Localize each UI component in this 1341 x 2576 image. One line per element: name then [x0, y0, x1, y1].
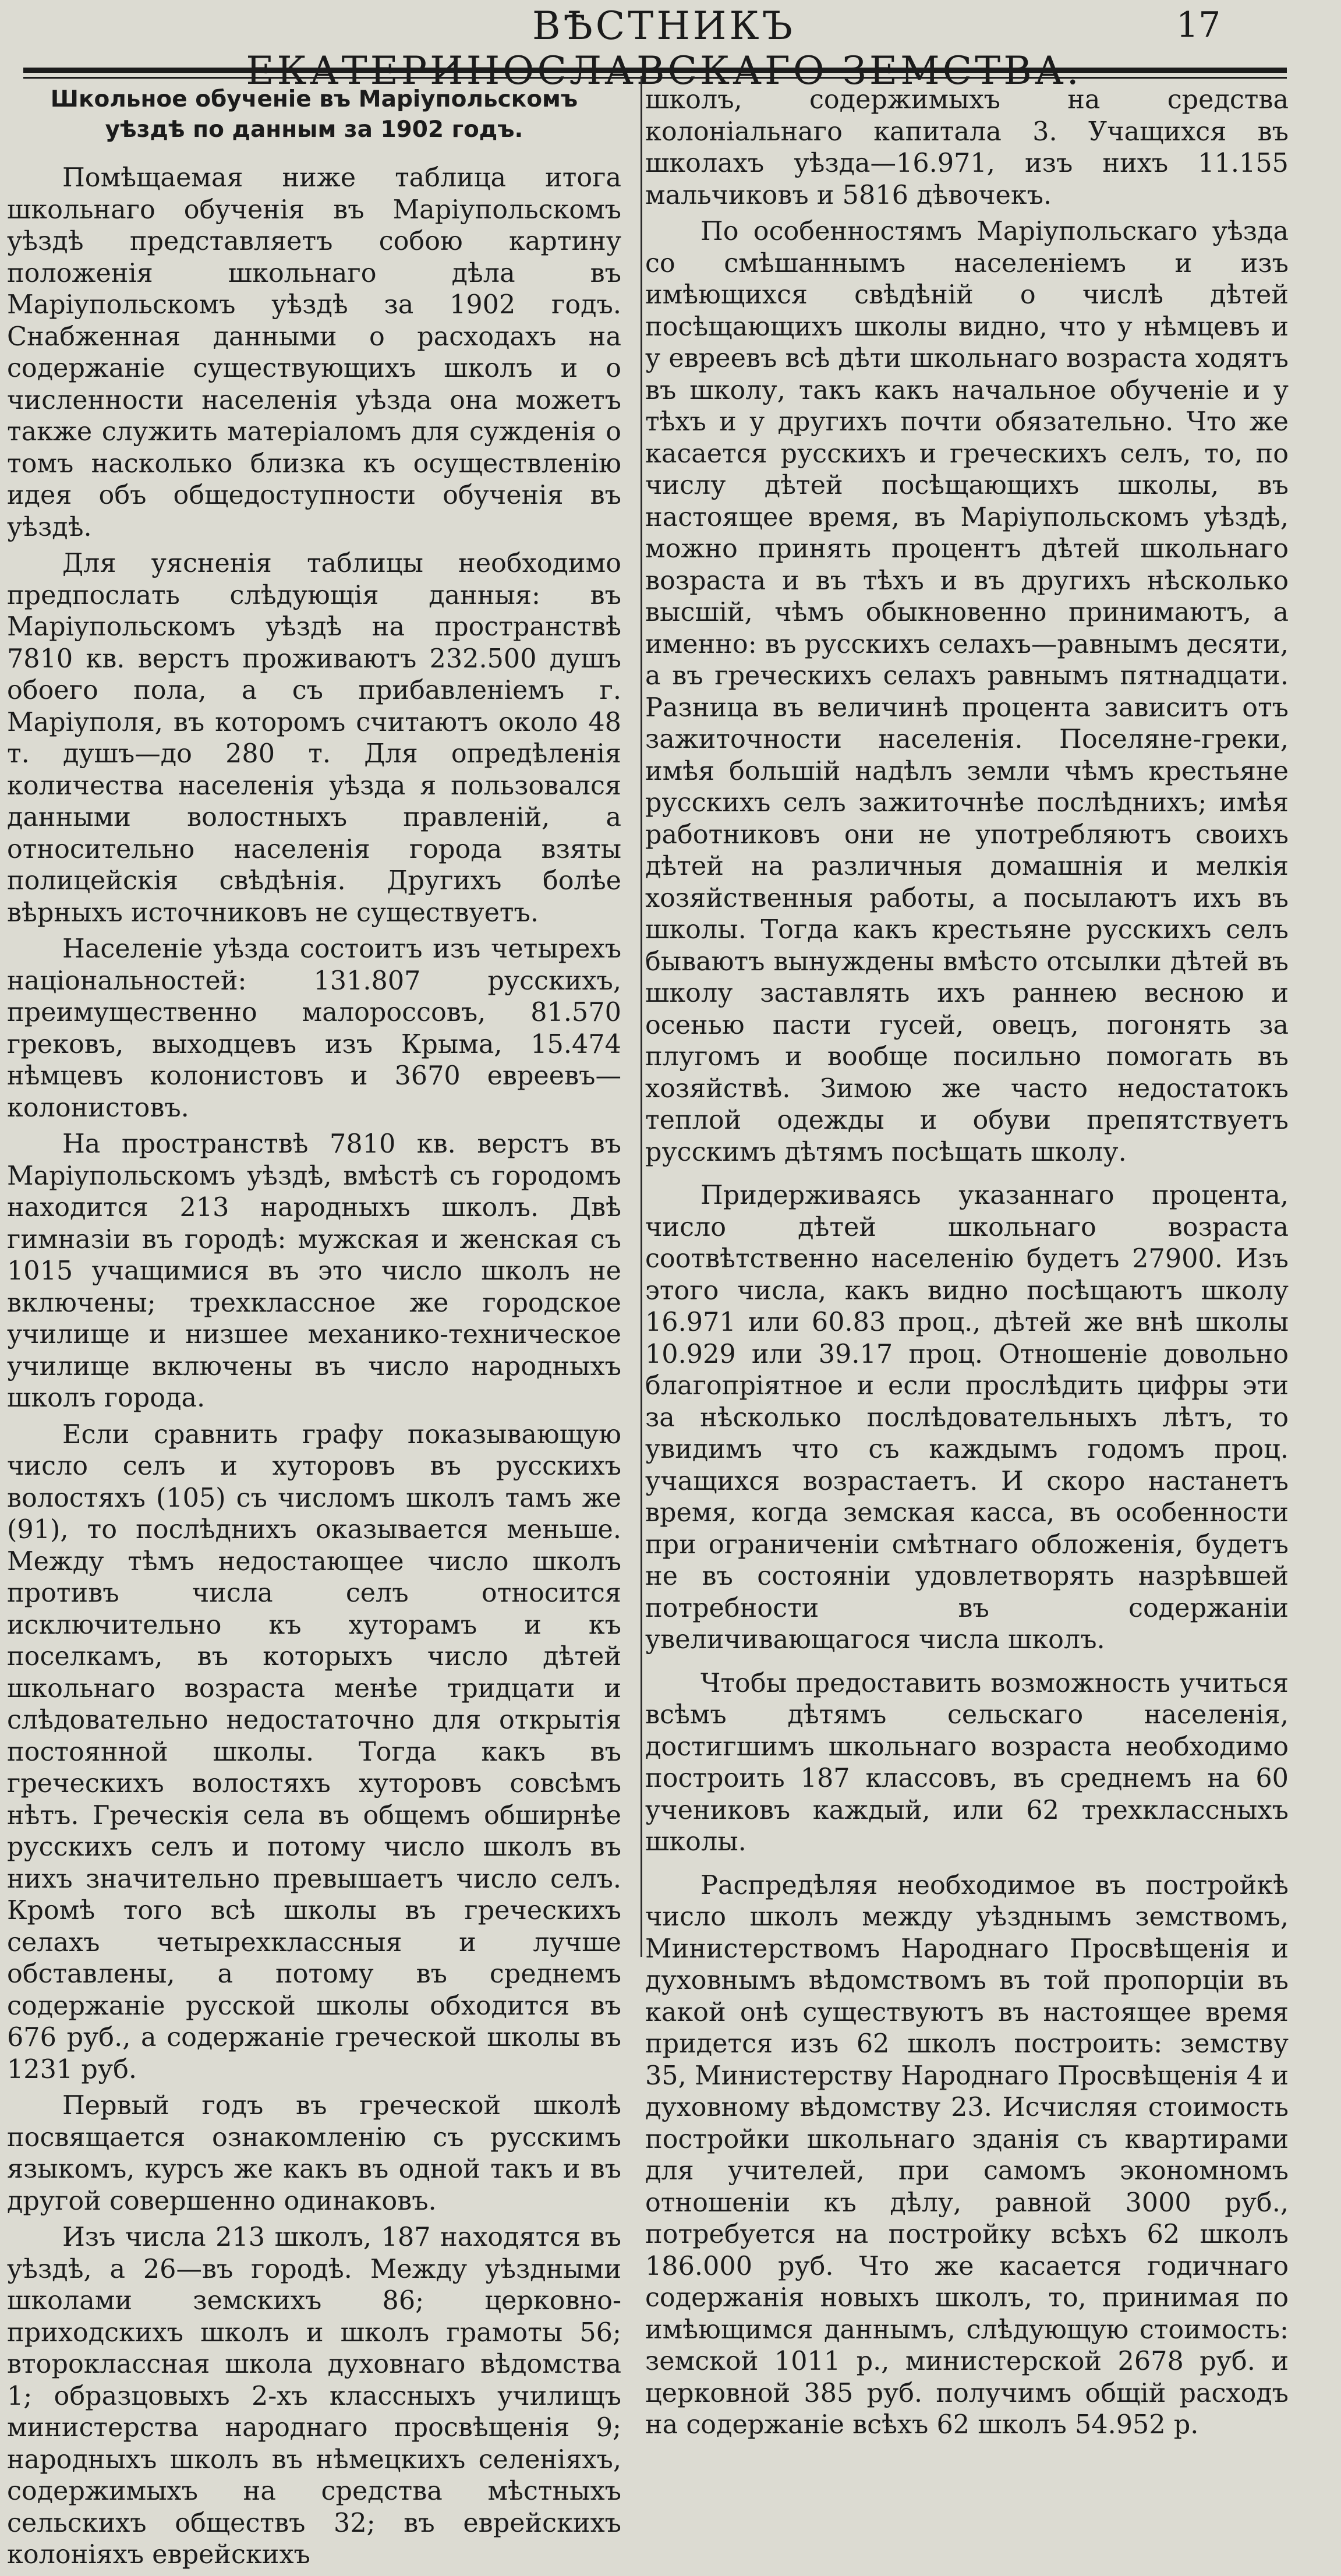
journal-title: ВѢСТНИКЪ: [532, 3, 795, 48]
paragraph: Придерживаясь указаннаго процента, число дѣтей школьнаго возраста соотвѣтственно населенію будетъ 27900. Изъ этого числа, какъ видно посѣщаютъ школу 16.971 или 60.83 проц., дѣтей же внѣ школы 10.929 или 39.17 проц. Отношеніе довольно благопріятное и если прослѣдить цифры эти за нѣсколько послѣдовательныхъ лѣтъ, то увидимъ что съ каждымъ годомъ проц. учащихся возрастаетъ. И скоро настанетъ время, когда земская касса, въ особенности при ограниченіи смѣтнаго обложенія, будетъ не въ состояніи удовлетворять назрѣвшей потребности въ содержаніи увеличивающагося числа школъ.: [645, 1181, 1289, 1655]
masthead: [0, 0, 1341, 76]
paragraph: Если сравнить графу показывающую число селъ и хуторовъ въ русскихъ волостяхъ (105) съ числомъ школъ тамъ же (91), то послѣднихъ оказывается меньше. Между тѣмъ недостающее число школъ противъ числа селъ относится исключительно къ хуторамъ и къ поселкамъ, въ которыхъ число дѣтей школьнаго возраста менѣе тридцати и слѣдовательно недостаточно для открытія постоянной школы. Тогда какъ въ греческихъ волостяхъ хуторовъ совсѣмъ нѣтъ. Греческія села въ общемъ обширнѣе русскихъ селъ и потому число школъ въ нихъ значительно превышаетъ число селъ. Кромѣ того всѣ школы въ греческихъ селахъ четырехклассныя и лучше обставлены, а потому въ среднемъ содержаніе русской школы обходится въ 676 руб., а содержаніе греческой школы въ 1231 руб.: [7, 1419, 621, 2084]
right-column: [645, 84, 1289, 2446]
paragraph: На пространствѣ 7810 кв. верстъ въ Маріупольскомъ уѣздѣ, вмѣстѣ съ городомъ находится 213 народныхъ школъ. Двѣ гимназіи въ городѣ: мужская и женская съ 1015 учащимися въ это число школъ не включены; трехклассное же городское училище и низшее механико-техническое училище включены въ число народныхъ школъ города.: [7, 1129, 621, 1413]
paragraph: Чтобы предоставить возможность учиться всѣмъ дѣтямъ сельскаго населенія, достигшимъ школьнаго возраста необходимо построить 187 классовъ, въ среднемъ на 60 учениковъ каждый, или 62 трехклассныхъ школы.: [645, 1668, 1289, 1857]
paragraph: Населеніе уѣзда состоитъ изъ четырехъ національностей: 131.807 русскихъ, преимущественно малороссовъ, 81.570 грековъ, выходцевъ изъ Крыма, 15.474 нѣмцевъ колонистовъ и 3670 евреевъ—колонистовъ.: [7, 934, 621, 1123]
paragraph: Первый годъ въ греческой школѣ посвящается ознакомленію съ русскимъ языкомъ, курсъ же какъ въ одной такъ и въ другой совершенно одинаковъ.: [7, 2091, 621, 2216]
page-number: 17: [1176, 5, 1221, 45]
header-rule-thin: [23, 77, 1287, 79]
paragraph-continuation: школъ, содержимыхъ на средства колоніальнаго капитала 3. Учащихся въ школахъ уѣзда—16.971, изъ нихъ 11.155 мальчиковъ и 5816 дѣвочекъ.: [645, 85, 1289, 210]
paragraph: Изъ числа 213 школъ, 187 находятся въ уѣздѣ, а 26—въ городѣ. Между уѣздными школами земскихъ 86; церковно-приходскихъ школъ и школъ грамоты 56; второклассная школа духовнаго вѣдомства 1; образцовыхъ 2-хъ классныхъ училищъ министерства народнаго просвѣщенія 9; народныхъ школъ въ нѣмецкихъ селеніяхъ, содержимыхъ на средства мѣстныхъ сельскихъ обществъ 32; въ еврейскихъ колоніяхъ еврейскихъ: [7, 2222, 621, 2570]
column-divider: [641, 76, 642, 1957]
paragraph: По особенностямъ Маріупольскаго уѣзда со смѣшаннымъ населеніемъ и изъ имѣющихся свѣдѣній о числѣ дѣтей посѣщающихъ школы видно, что у нѣмцевъ и у евреевъ всѣ дѣти школьнаго возраста ходятъ въ школу, такъ какъ начальное обученіе и у тѣхъ и у другихъ почти обязательно. Что же касается русскихъ и греческихъ селъ, то, по числу дѣтей посѣщающихъ школы, въ настоящее время, въ Маріупольскомъ уѣздѣ, можно принять процентъ дѣтей школьнаго возраста и въ тѣхъ и въ другихъ нѣсколько высшій, чѣмъ обыкновенно принимаютъ, а именно: въ русскихъ селахъ—равнымъ десяти, а въ греческихъ селахъ равнымъ пятнадцати. Разница въ величинѣ процента зависитъ отъ зажиточности населенія. Поселяне-греки, имѣя большій надѣлъ земли чѣмъ крестьяне русскихъ селъ зажиточнѣе послѣднихъ; имѣя работниковъ они не употребляютъ своихъ дѣтей на различныя домашнія и мелкія хозяйственныя работы, а посылаютъ ихъ въ школы. Тогда какъ крестьяне русскихъ селъ бываютъ вынуждены вмѣсто отсылки дѣтей въ школу заставлять ихъ раннею весною и осенью пасти гусей, овецъ, погонять за плугомъ и вообще посильно помогать въ хозяйствѣ. Зимою же часто недостатокъ теплой одежды и обуви препятствуетъ русскимъ дѣтямъ посѣщать школу.: [645, 217, 1289, 1167]
paragraph: Распредѣляя необходимое въ постройкѣ число школъ между уѣзднымъ земствомъ, Министерствомъ Народнаго Просвѣщенія и духовнымъ вѣдомствомъ въ той пропорціи въ какой онѣ существуютъ въ настоящее время придется изъ 62 школъ построить: земству 35, Министерству Народнаго Просвѣщенія 4 и духовному вѣдомству 23. Исчисляя стоимость постройки школьнаго зданія съ квартирами для учителей, при самомъ экономномъ отношеніи къ дѣлу, равной 3000 руб., потребуется на постройку всѣхъ 62 школъ 186.000 руб. Что же касается годичнаго содержанія новыхъ школъ, то, принимая по имѣющимся даннымъ, слѣдующую стоимость: земской 1011 р., министерской 2678 руб. и церковной 385 руб. получимъ общій расходъ на содержаніе всѣхъ 62 школъ 54.952 р.: [645, 1870, 1289, 2440]
paragraph: Помѣщаемая ниже таблица итога школьнаго обученія въ Маріупольскомъ уѣздѣ представляетъ собою картину положенія школьнаго дѣла въ Маріупольскомъ уѣздѣ за 1902 годъ. Снабженная данными о расходахъ на содержаніе существующихъ школъ и о численности населенія уѣзда она можетъ также служить матеріаломъ для сужденія о томъ насколько близка къ осуществленію идея объ общедоступности обученія въ уѣздѣ.: [7, 163, 621, 542]
article-heading: Школьное обученіе въ Маріупольскомъ уѣздѣ по данным за 1902 годъ.: [50, 86, 578, 143]
header-rule-thick: [23, 68, 1287, 73]
left-column: [7, 84, 621, 2576]
paragraph: Для уясненія таблицы необходимо предпослать слѣдующія данныя: въ Маріупольскомъ уѣздѣ на пространствѣ 7810 кв. верстъ проживаютъ 232.500 душъ обоего пола, а съ прибавленіемъ г. Маріуполя, въ которомъ считаютъ около 48 т. душъ—до 280 т. Для опредѣленія количества населенія уѣзда я пользовался данными волостныхъ правленій, а относительно населенія города взяты полицейскія свѣдѣнія. Другихъ болѣе вѣрныхъ источниковъ не существуетъ.: [7, 549, 621, 928]
